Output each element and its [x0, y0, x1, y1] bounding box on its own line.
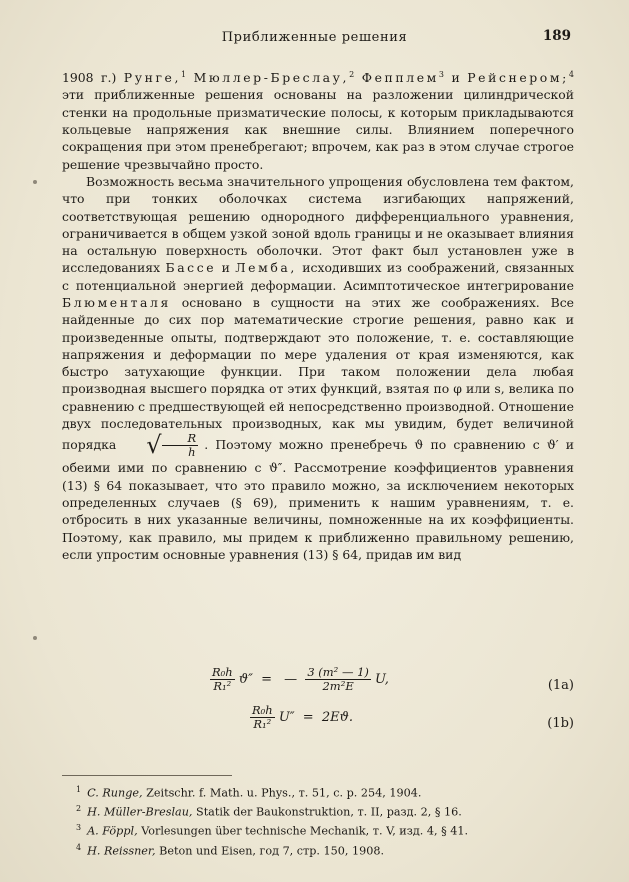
equation-1a — [62, 666, 574, 704]
fraction — [162, 432, 199, 459]
footnote-text: Zeitschr. f. Math. u. Phys., т. 51, с. р. 254, 1904. — [142, 786, 422, 800]
equation-expression — [250, 704, 353, 731]
text-run: . Поэтому можно пренебречь ϑ по сравнению с ϑ′ и обеими ими по сравнению с ϑ″. Рассмотрение коэффициентов уравнения (13) § 64 показывает, что это правило можно, за исключением некоторых определенных случаев (§ 69), применить к нашим уравнениям, т. е. отбросить в них указанные величины, помноженные на их коэффициенты. Поэтому, как правило, мы придем к приближенно правильному решению, если упростим основные уравнения (13) § 64, придав им вид — [62, 437, 574, 562]
running-title: Приближенные решения — [221, 30, 408, 45]
author-name: Блюменталя — [62, 294, 171, 310]
fraction-numerator: R₀h — [252, 703, 273, 717]
variable: ϑ″ — [238, 672, 253, 687]
footnote-mark: 3 — [76, 823, 82, 833]
footnote — [62, 820, 574, 839]
footnote-author: A. Föppl, — [87, 825, 138, 839]
text-run: основано в сущности на этих же соображениях. Все найденные до сих пор математические строгие решения, равно как и произведенные опыты, подтверждают это положение, т. е. составляющие напряжения и деформации по мере удаления от края изменяются, как быстро затухающие функции. При таком положении дела любая производная высшего порядка от этих функций, взятая по φ или s, велика по сравнению с предшествующей ей непосредственно производной. Отношение двух последовательных производных, как мы увидим, будет величиной порядка — [62, 294, 574, 453]
page-header — [0, 30, 629, 50]
text-run: эти приближенные решения основаны на разложении цилиндрической стенки на продольные призматические полосы, к которым прикладываются кольцевые напряжения как внешние силы. Влиянием поперечного сокращения при этом пренебрегают; впрочем, как раз в этом случае строгое решение чрезвычайно просто. — [62, 87, 574, 172]
text-run: и — [443, 70, 468, 86]
footnote-ref: 3 — [438, 70, 444, 79]
paragraph-1 — [62, 66, 574, 173]
footnote-ref: 1 — [181, 70, 187, 79]
fraction — [250, 704, 275, 731]
footnote-divider — [62, 775, 232, 776]
text-run: и — [216, 260, 236, 276]
footnote — [62, 782, 574, 801]
fraction-denominator: R₁² — [213, 679, 232, 693]
text-run: 1908 г.) — [62, 70, 124, 86]
body-text — [62, 66, 574, 563]
page-number: 189 — [542, 28, 571, 44]
footnote-author: H. Reissner, — [87, 844, 156, 858]
fraction-numerator: R — [162, 432, 199, 446]
expression-rhs: 2Eϑ. — [321, 710, 354, 725]
footnote-ref: 2 — [349, 70, 355, 79]
footnote-mark: 4 — [76, 842, 82, 852]
author-name: Лемба, — [235, 260, 297, 276]
fraction — [305, 666, 371, 693]
author-name: Рунге, — [123, 70, 182, 86]
fraction-denominator: R₁² — [253, 717, 272, 731]
margin-speck — [33, 180, 37, 184]
footnote-text: Statik der Baukonstruktion, т. II, разд. 2, § 16. — [192, 805, 462, 819]
fraction-denominator: 2m²E — [322, 679, 354, 693]
text-run: исходивших из соображений, связанных с потенциальной энергией деформации. Асимптотическое интегрирование — [62, 260, 574, 293]
footnote-text: Vorlesungen über technische Mechanik, т. V, изд. 4, § 41. — [137, 825, 469, 839]
variable: U, — [375, 672, 389, 687]
footnote-author: H. Müller-Breslau, — [87, 805, 193, 819]
author-name: Рейснером; — [467, 70, 569, 86]
minus-sign: — — [284, 672, 298, 687]
fraction-denominator: h — [188, 445, 196, 460]
paragraph-2 — [62, 173, 574, 563]
sqrt-sign: √ — [146, 431, 162, 460]
equation-number: (1a) — [547, 678, 574, 693]
equation-expression — [210, 666, 389, 693]
sqrt-formula — [122, 432, 198, 459]
equals-sign: = — [261, 672, 273, 687]
footnote — [62, 801, 574, 820]
author-name: Бассе — [165, 260, 217, 276]
footnotes — [62, 782, 574, 859]
footnote-mark: 2 — [76, 804, 82, 814]
author-name: Фепплем — [361, 70, 439, 86]
fraction-numerator: R₀h — [212, 665, 233, 679]
equation-block — [62, 666, 574, 742]
fraction — [210, 666, 235, 693]
footnote-author: C. Runge, — [87, 786, 143, 800]
equation-number: (1b) — [547, 716, 574, 731]
footnote — [62, 840, 574, 859]
equals-sign: = — [302, 710, 314, 725]
author-name: Мюллер-Бреслау, — [193, 70, 350, 86]
footnote-text: Beton und Eisen, год 7, стр. 150, 1908. — [155, 844, 385, 858]
equation-1b — [62, 704, 574, 742]
variable: U″ — [278, 710, 295, 725]
footnote-ref: 4 — [568, 70, 574, 79]
text-run: Возможность весьма значительного упрощения обусловлена тем фактом, что при тонких оболочках система изгибающих напряжений, соответствующая решению однородного дифференциального уравнения, ограничивается в общем узкой зоной вдоль границы и не оказывает влияния на остальную поверхность оболочки. Этот факт был установлен уже в исследованиях — [62, 173, 574, 276]
fraction-numerator: 3 (m² — 1) — [307, 665, 369, 679]
margin-speck — [33, 636, 37, 640]
footnote-mark: 1 — [76, 785, 82, 794]
